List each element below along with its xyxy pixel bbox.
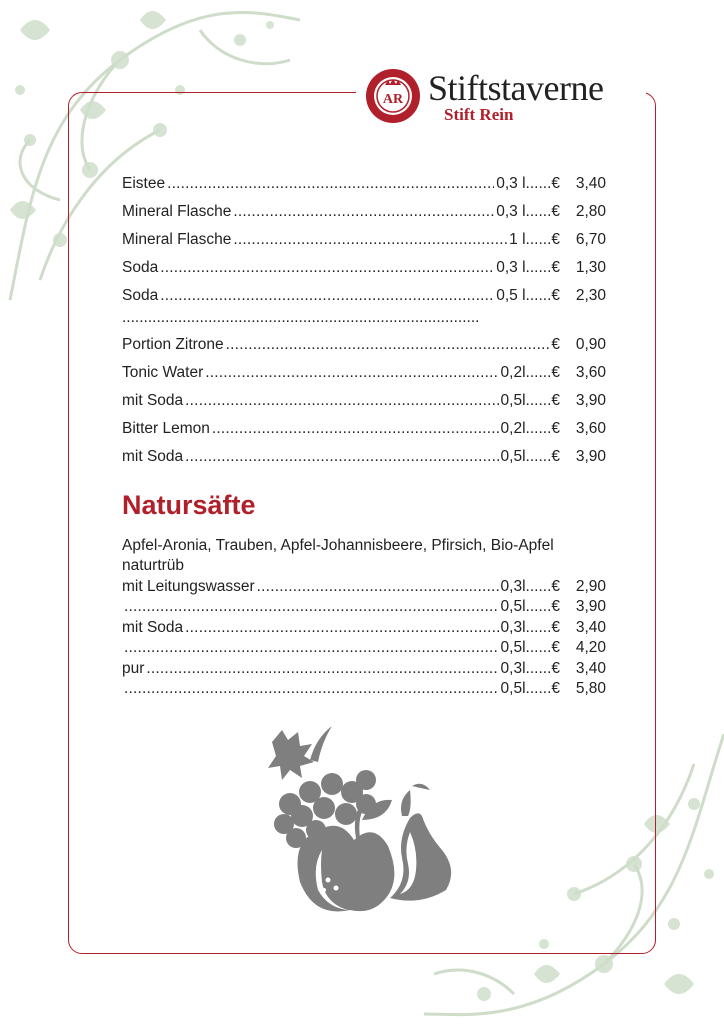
item-price: 3,90 [575,598,606,615]
section-description: Apfel-Aronia, Trauben, Apfel-Johannisbeere, Pfirsich, Bio-Apfel naturtrüb [122,537,554,574]
item-currency: € [551,578,560,595]
menu-item [122,336,606,354]
menu-item [122,287,606,305]
item-price: 5,80 [575,680,606,697]
item-price: 2,80 [575,203,606,220]
item-price: 3,40 [575,660,606,677]
item-volume: 0,2l [500,420,526,437]
menu-item [122,578,606,596]
menu-item [122,448,606,466]
brand-logo [356,64,646,128]
item-name: mit Soda [122,392,184,409]
item-price: 1,30 [575,259,606,276]
item-name: Mineral Flasche [122,231,232,248]
item-volume: 0,3l [500,619,526,636]
item-price: 2,30 [575,287,606,304]
item-name: Mineral Flasche [122,203,232,220]
item-volume: 0,3 l [496,259,526,276]
item-price: 6,70 [575,231,606,248]
item-price: 3,90 [575,448,606,465]
item-name: mit Soda [122,448,184,465]
item-name: Bitter Lemon [122,420,210,437]
item-price: 0,90 [575,336,606,353]
item-currency: € [551,598,560,615]
item-volume: 0,5 l [496,287,526,304]
item-volume: 0,5l [500,680,526,697]
item-currency: € [551,203,560,220]
menu-item [122,660,606,678]
item-volume: 0,5l [500,598,526,615]
item-volume: 0,3 l [496,175,526,192]
menu-item [122,364,606,382]
menu-item [122,680,606,698]
item-currency: € [551,660,560,677]
item-price: 3,40 [575,175,606,192]
item-volume: 0,5l [500,639,526,656]
menu-item [122,619,606,637]
item-price: 4,20 [575,639,606,656]
menu-item [122,203,606,221]
item-price: 3,60 [575,420,606,437]
item-currency: € [551,336,560,353]
item-volume: 1 l [509,231,526,248]
menu-item [122,231,606,249]
menu-item [122,639,606,657]
emblem-monogram: AR [382,92,404,107]
item-price: 3,90 [575,392,606,409]
item-volume: 0,5l [500,392,526,409]
item-volume: 0,3 l [496,203,526,220]
item-name: Soda [122,259,159,276]
menu-item [122,420,606,438]
item-volume: 0,2l [500,364,526,381]
item-volume: 0,5l [500,448,526,465]
menu-item [122,598,606,616]
item-currency: € [551,231,560,248]
menu-item [122,175,606,193]
item-currency: € [551,259,560,276]
item-name: Tonic Water [122,364,204,381]
menu-item [122,392,606,410]
item-volume: 0,3l [500,578,526,595]
brand-subtitle: Stift Rein [444,104,514,124]
item-currency: € [551,639,560,656]
menu-item [122,259,606,277]
fruit-illustration-icon [262,720,462,916]
emblem-icon [364,67,422,125]
item-name: Soda [122,287,159,304]
dotted-separator [122,309,480,327]
item-currency: € [551,680,560,697]
item-volume: 0,3l [500,660,526,677]
item-name: mit Leitungswasser [122,578,255,595]
item-name: mit Soda [122,619,184,636]
item-currency: € [551,392,560,409]
section-title: Natursäfte [122,490,256,520]
item-currency: € [551,287,560,304]
item-price: 3,40 [575,619,606,636]
item-name: Eistee [122,175,166,192]
brand-name: Stiftstaverne [428,67,604,108]
item-currency: € [551,619,560,636]
item-price: 3,60 [575,364,606,381]
item-currency: € [551,448,560,465]
item-price: 2,90 [575,578,606,595]
item-name: Portion Zitrone [122,336,224,353]
item-currency: € [551,175,560,192]
item-currency: € [551,420,560,437]
item-currency: € [551,364,560,381]
item-name: pur [122,660,145,677]
